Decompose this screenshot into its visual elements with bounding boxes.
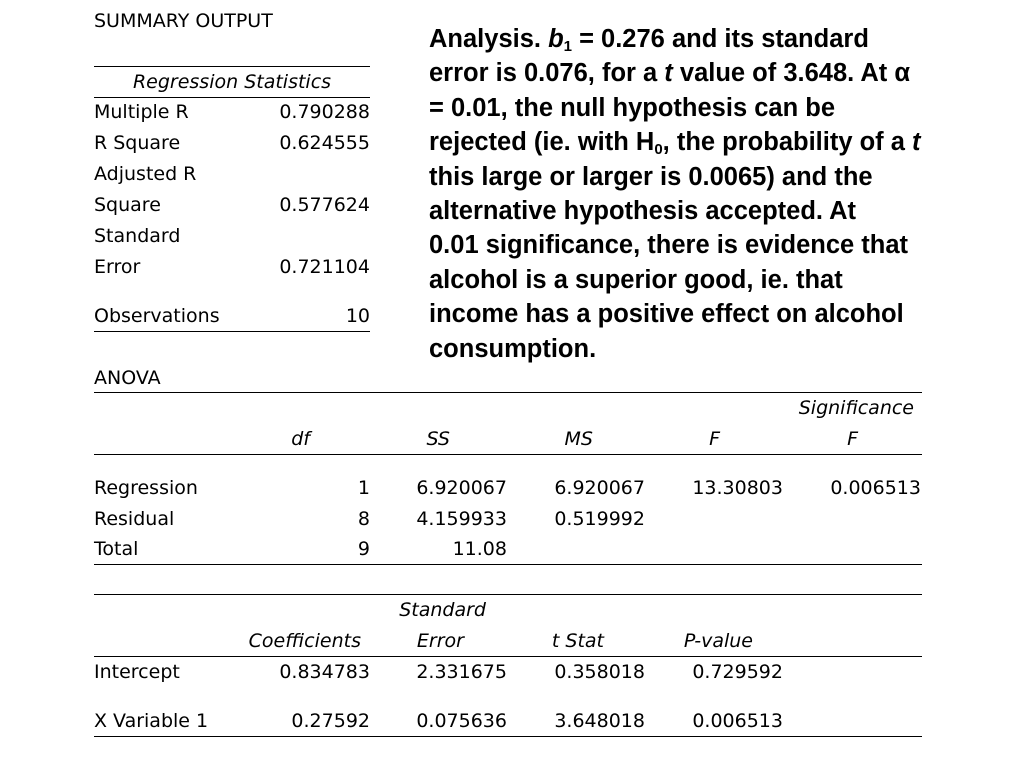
observations-label: Observations — [94, 305, 220, 327]
table-cell: 0.27592 — [291, 710, 370, 732]
anova-header-f: F — [709, 428, 720, 450]
analysis-line: income has a positive effect on alcohol — [429, 300, 904, 329]
table-cell: 0.729592 — [692, 661, 783, 683]
anova-bottom-rule — [94, 564, 922, 565]
coef-header-p: P-value — [683, 630, 753, 652]
table-cell: 0.075636 — [416, 710, 507, 732]
table-cell: 9 — [357, 538, 370, 560]
std-err-value: 0.721104 — [279, 256, 370, 278]
anova-header-df: df — [291, 428, 310, 450]
anova-header-ms: MS — [564, 428, 593, 450]
analysis-line: Analysis. $b_1 = 0.276$ and its standard — [429, 25, 869, 55]
summary-title: SUMMARY OUTPUT — [94, 10, 273, 32]
anova-header-rule — [94, 454, 922, 455]
adj-r-label-line1: Adjusted R — [94, 163, 197, 185]
table-cell: 1 — [357, 477, 370, 499]
analysis-line: consumption. — [429, 334, 597, 363]
multiple-r-value: 0.790288 — [279, 101, 370, 123]
table-cell: 3.648018 — [554, 710, 645, 732]
reg-stats-header: Regression Statistics — [132, 71, 332, 93]
r-square-label: R Square — [94, 132, 181, 154]
table-cell: 0.834783 — [279, 661, 370, 683]
table-cell: 0.358018 — [554, 661, 645, 683]
table-row-label: Regression — [94, 477, 198, 499]
table-cell: 13.30803 — [692, 477, 783, 499]
table-cell: 11.08 — [452, 538, 507, 560]
anova-header-sig-line2: F — [847, 428, 858, 450]
analysis-line: 0.01 significance, there is evidence that — [429, 231, 909, 260]
observations-value: 10 — [345, 305, 370, 327]
table-cell: 0.006513 — [692, 710, 783, 732]
reg-stats-bottom-rule — [94, 331, 370, 332]
analysis-line: alternative hypothesis accepted. At — [429, 197, 857, 226]
table-row-label: Intercept — [94, 661, 180, 683]
coef-bottom-rule — [94, 736, 922, 737]
analysis-paragraph — [429, 22, 989, 366]
analysis-line: error is 0.076, for a t value of 3.648. At α — [429, 59, 911, 88]
adj-r-value: 0.577624 — [279, 194, 370, 216]
table-cell: 0.519992 — [554, 508, 645, 530]
anova-header-sig-line1: Significance — [798, 397, 914, 419]
anova-title: ANOVA — [94, 367, 161, 389]
table-cell: 8 — [357, 508, 370, 530]
std-err-label-line2: Error — [94, 256, 141, 278]
table-cell: 4.159933 — [416, 508, 507, 530]
coef-top-rule — [94, 594, 922, 595]
coef-header-se-line1: Standard — [399, 599, 486, 621]
std-err-label-line1: Standard — [94, 225, 181, 247]
multiple-r-label: Multiple R — [94, 101, 189, 123]
r-square-value: 0.624555 — [279, 132, 370, 154]
table-row-label: Total — [94, 538, 139, 560]
analysis-line: this large or larger is 0.0065) and the — [429, 162, 873, 191]
coef-header-se-line2: Error — [416, 630, 464, 652]
table-cell: 6.920067 — [416, 477, 507, 499]
table-cell: 0.006513 — [830, 477, 921, 499]
coef-header-coef: Coefficients — [248, 630, 361, 652]
anova-header-ss: SS — [426, 428, 450, 450]
table-row-label: Residual — [94, 508, 175, 530]
table-cell: 2.331675 — [416, 661, 507, 683]
analysis-line: rejected (ie. with $H_0$, the probability of a t — [429, 128, 921, 159]
analysis-line: = 0.01, the null hypothesis can be — [429, 93, 835, 122]
coef-header-t: t Stat — [551, 630, 604, 652]
coef-header-rule — [94, 656, 922, 657]
table-row-label: X Variable 1 — [94, 710, 209, 732]
analysis-line: alcohol is a superior good, ie. that — [429, 265, 843, 294]
adj-r-label-line2: Square — [94, 194, 161, 216]
table-cell: 6.920067 — [554, 477, 645, 499]
